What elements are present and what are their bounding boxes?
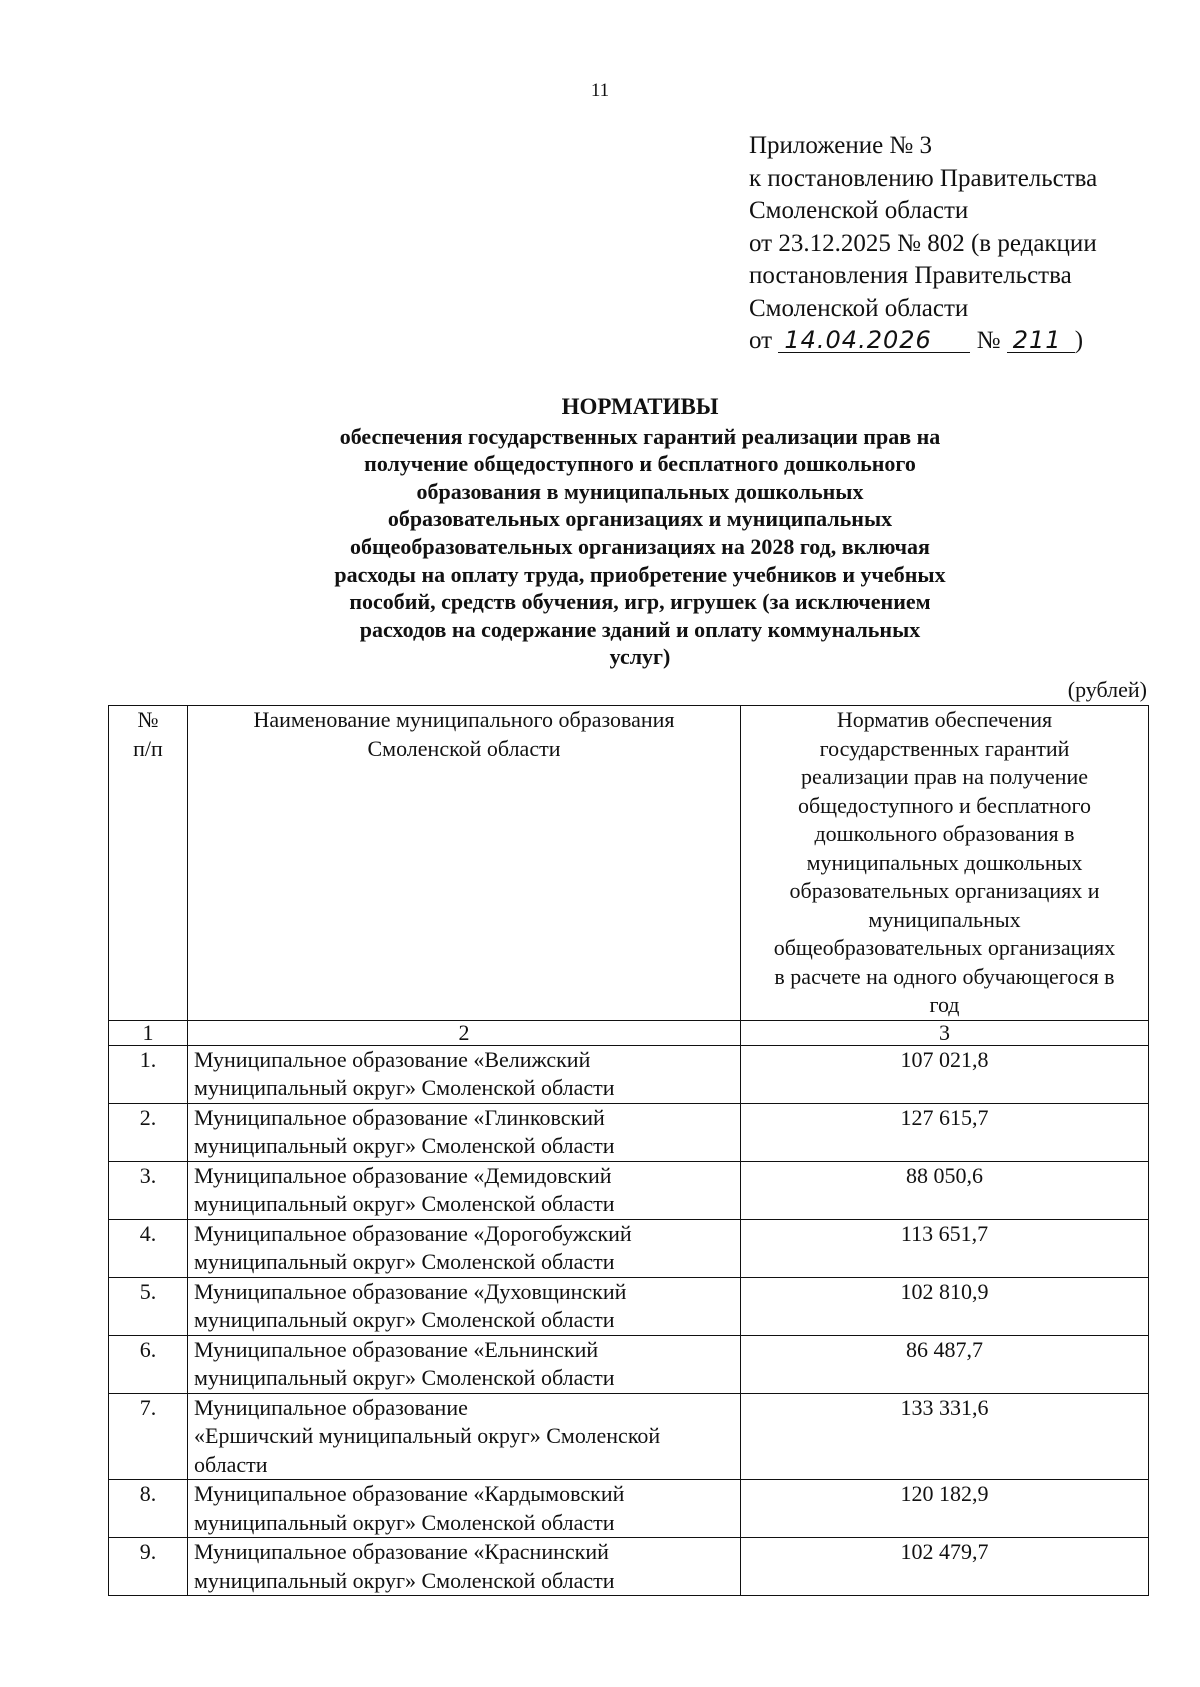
row-number: 3. [109, 1161, 188, 1219]
header-line: государственных гарантий [819, 735, 1070, 761]
row-name-line: Муниципальное образование «Духовщинский [194, 1278, 627, 1304]
header-line: общеобразовательных организациях [773, 935, 1116, 960]
column-number-row [109, 1020, 1149, 1045]
row-name [188, 1335, 741, 1393]
units-label: (рублей) [1067, 677, 1147, 702]
header-no [109, 706, 188, 1021]
row-name-line: Муниципальное образование «Дорогобужский [194, 1220, 632, 1246]
row-name-line: муниципальный округ» Смоленской области [194, 1249, 615, 1274]
column-number: 1 [109, 1020, 188, 1045]
row-name-line: муниципальный округ» Смоленской области [194, 1075, 615, 1100]
row-value: 127 615,7 [741, 1103, 1149, 1161]
row-value: 107 021,8 [741, 1045, 1149, 1103]
row-name-line: муниципальный округ» Смоленской области [194, 1307, 615, 1332]
norms-table [108, 705, 1149, 1596]
row-name-line: муниципальный округ» Смоленской области [194, 1365, 615, 1390]
header-norm [741, 706, 1149, 1021]
row-number: 4. [109, 1219, 188, 1277]
table-header-row [109, 706, 1149, 1021]
row-name-line: муниципальный округ» Смоленской области [194, 1509, 615, 1535]
row-name-line: Муниципальное образование «Ельнинский [194, 1336, 599, 1362]
row-name-line: Муниципальное образование [194, 1394, 468, 1420]
row-value: 86 487,7 [741, 1335, 1149, 1393]
row-name [188, 1393, 741, 1480]
row-name-line: муниципальный округ» Смоленской области [194, 1191, 615, 1216]
annex-line: Смоленской области [749, 294, 969, 322]
header-line: Норматив обеспечения [836, 707, 1053, 732]
header-line: Наименование муниципального образования [253, 707, 675, 732]
row-value: 88 050,6 [741, 1161, 1149, 1219]
annex-line: к постановлению Правительства [749, 164, 1098, 192]
table-row [109, 1161, 1149, 1219]
table-row [109, 1045, 1149, 1103]
document-title [260, 393, 1020, 671]
header-line: год [929, 992, 960, 1017]
row-number: 7. [109, 1393, 188, 1480]
row-number: 2. [109, 1103, 188, 1161]
annex-line: постановления Правительства [749, 262, 1072, 289]
row-value: 102 810,9 [741, 1277, 1149, 1335]
row-name [188, 1538, 741, 1596]
header-line: образовательных организациях и [789, 878, 1100, 903]
row-name-line: Муниципальное образование «Велижский [194, 1046, 591, 1072]
header-name [188, 706, 741, 1021]
row-name-line: Муниципальное образование «Демидовский [194, 1162, 612, 1188]
annex-reference [749, 130, 1169, 358]
header-line: общедоступного и бесплатного [797, 792, 1092, 818]
number-label: № [976, 327, 1001, 354]
column-number: 3 [741, 1020, 1149, 1045]
row-name [188, 1045, 741, 1103]
table-row [109, 1219, 1149, 1277]
table-row [109, 1103, 1149, 1161]
row-name [188, 1480, 741, 1538]
row-name-line: муниципальный округ» Смоленской области [194, 1567, 615, 1593]
annex-line: Приложение № 3 [749, 132, 933, 159]
table-row [109, 1277, 1149, 1335]
title-line: обеспечения государственных гарантий реализации прав на [339, 423, 941, 449]
title-line: пособий, средств обучения, игр, игрушек (за исключением [349, 589, 931, 615]
row-value: 133 331,6 [741, 1393, 1149, 1480]
row-number: 5. [109, 1277, 188, 1335]
header-line: Смоленской области [367, 735, 561, 761]
row-name [188, 1219, 741, 1277]
row-value: 113 651,7 [741, 1219, 1149, 1277]
title-heading: НОРМАТИВЫ [561, 394, 719, 419]
row-value: 120 182,9 [741, 1480, 1149, 1538]
annex-line: Смоленской области [749, 197, 969, 224]
title-line: образования в муниципальных дошкольных [416, 478, 864, 504]
row-number: 1. [109, 1045, 188, 1103]
table-row [109, 1480, 1149, 1538]
row-name [188, 1161, 741, 1219]
row-name-line: муниципальный округ» Смоленской области [194, 1133, 615, 1158]
row-name-line: «Ершичский муниципальный округ» Смоленской [194, 1423, 661, 1448]
title-line: расходы на оплату труда, приобретение учебников и учебных [334, 561, 946, 587]
from-label: от [749, 327, 773, 354]
table-row [109, 1538, 1149, 1596]
page-number: 11 [590, 80, 610, 101]
header-line: № [137, 707, 159, 732]
title-line: общеобразовательных организациях на 2028 год, включая [350, 533, 930, 559]
row-value: 102 479,7 [741, 1538, 1149, 1596]
header-line: муниципальных дошкольных [806, 849, 1083, 875]
header-line: в расчете на одного обучающегося в [774, 963, 1115, 989]
row-number: 6. [109, 1335, 188, 1393]
title-line: образовательных организациях и муниципальных [387, 506, 893, 532]
handwritten-number: 211 [1007, 328, 1075, 353]
title-line: получение общедоступного и бесплатного дошкольного [364, 451, 916, 477]
title-line: расходов на содержание зданий и оплату коммунальных [359, 616, 921, 642]
annex-line: от 23.12.2025 № 802 (в редакции [749, 229, 1097, 257]
row-name [188, 1103, 741, 1161]
table-row [109, 1393, 1149, 1480]
row-number: 9. [109, 1538, 188, 1596]
header-line: п/п [133, 735, 163, 761]
row-number: 8. [109, 1480, 188, 1538]
handwritten-date: 14.04.2026 [778, 328, 970, 353]
row-name-line: Муниципальное образование «Краснинский [194, 1539, 609, 1564]
row-name [188, 1277, 741, 1335]
row-name-line: Муниципальное образование «Глинковский [194, 1104, 605, 1130]
header-line: дошкольного образования в [814, 821, 1075, 846]
header-line: муниципальных [868, 906, 1021, 932]
column-number: 2 [188, 1020, 741, 1045]
header-line: реализации прав на получение [800, 764, 1089, 789]
row-name-line: Муниципальное образование «Кардымовский [194, 1481, 625, 1506]
title-line: услуг) [609, 644, 671, 670]
close-paren: ) [1074, 327, 1084, 354]
row-name-line: области [194, 1451, 268, 1477]
table-row [109, 1335, 1149, 1393]
annex-amendment-line [749, 325, 1169, 358]
